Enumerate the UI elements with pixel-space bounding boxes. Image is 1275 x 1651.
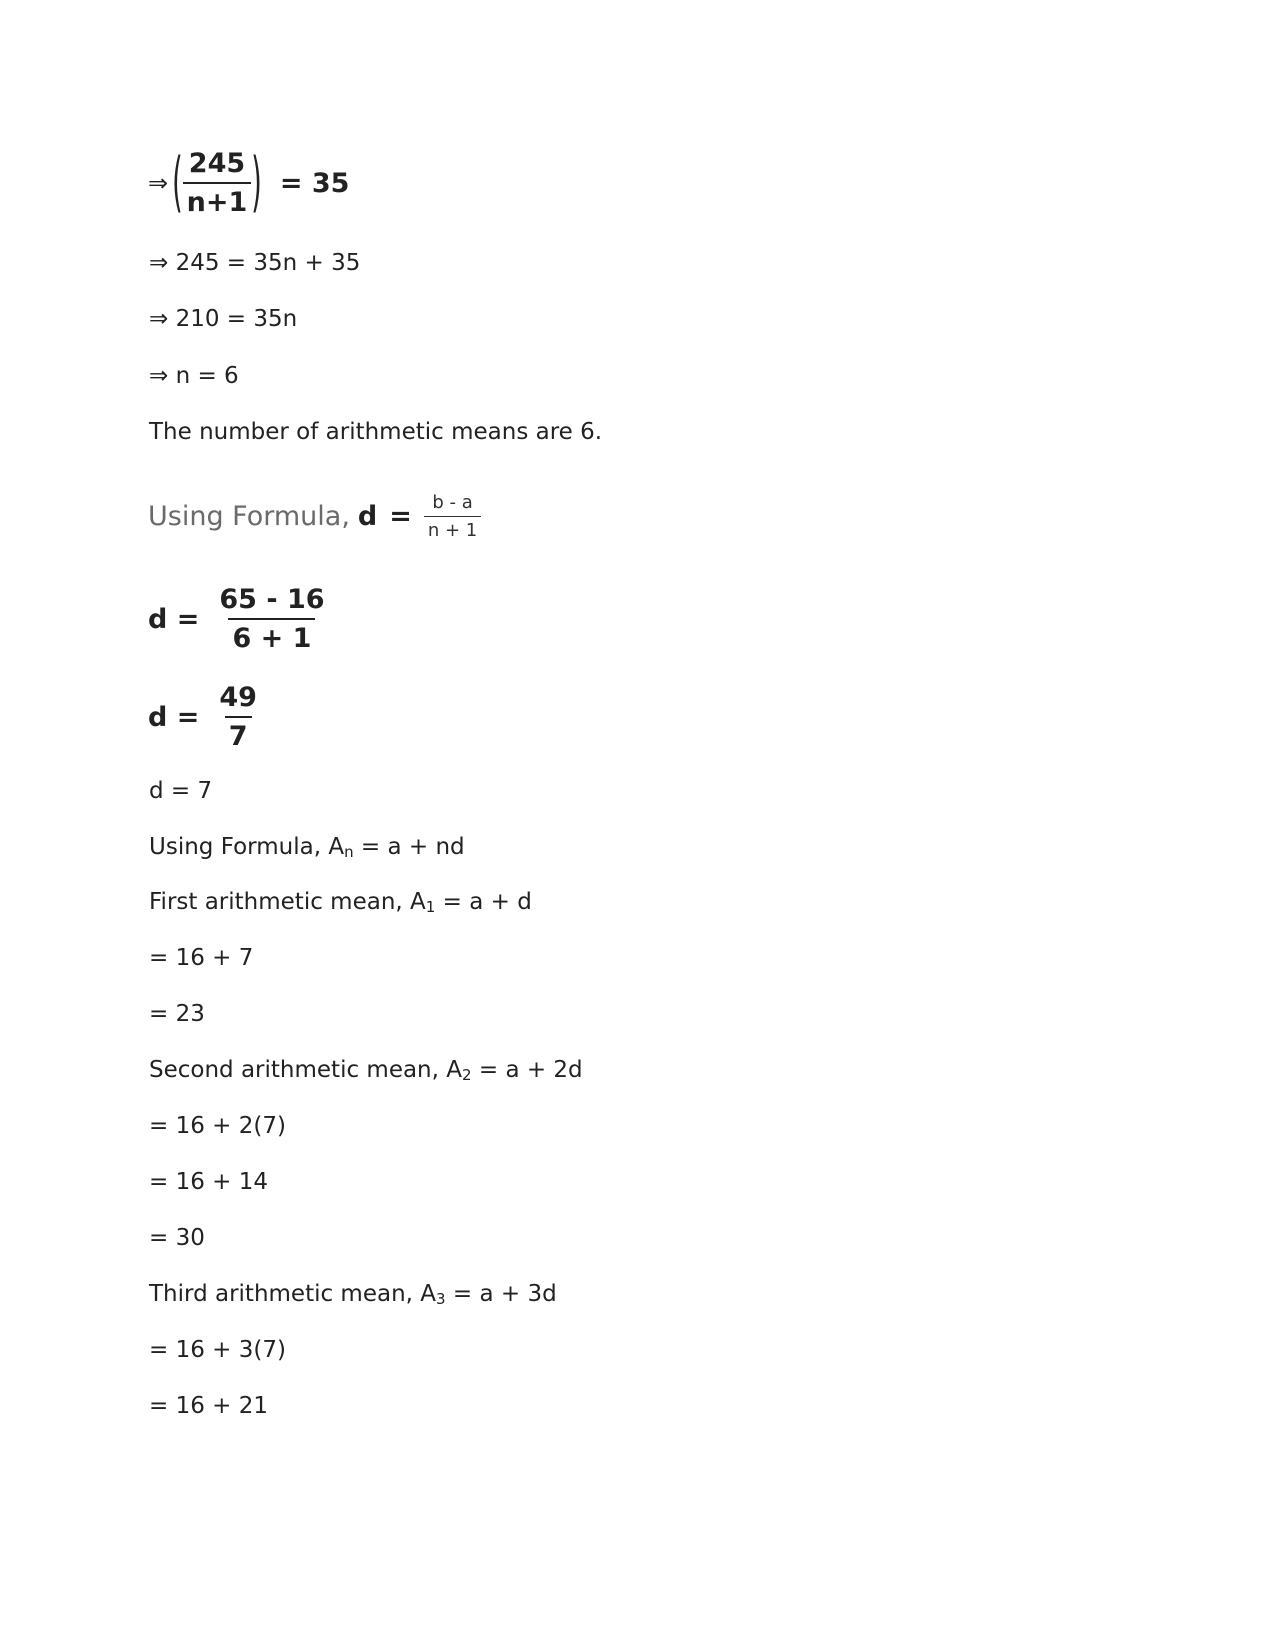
equation-line: = 23 [149,1001,205,1027]
formula-line [149,836,465,860]
implies-arrow: ⇒ [148,169,169,197]
left-paren: ( [172,145,183,221]
equation-line: ⇒ 245 = 35n + 35 [149,250,361,276]
fraction-denominator: 7 [225,716,252,752]
equation-d-fraction [148,584,329,654]
equation-line: ⇒ 210 = 35n [149,306,298,332]
equation-line: = 30 [149,1225,205,1251]
fraction-numerator: 49 [219,682,257,713]
formula-label: Using Formula, [148,501,350,532]
equation-fraction-245 [148,145,350,221]
line-text: Second arithmetic mean, A [149,1057,462,1083]
formula-variable: d [357,501,378,532]
statement-line: The number of arithmetic means are 6. [149,419,603,445]
right-paren: ) [251,145,262,221]
equation-line: = 16 + 2(7) [149,1113,286,1139]
fraction [215,682,261,752]
formula-line [149,1283,557,1307]
subscript: 2 [462,1066,472,1084]
subscript: 3 [436,1290,446,1308]
fraction [424,492,481,541]
equation-line: d = 7 [149,778,213,804]
line-text: = a + d [435,889,532,915]
equation-lhs: d = [148,701,200,733]
line-text: = a + 3d [445,1281,557,1307]
fraction [183,148,252,218]
equation-d-fraction [148,682,261,752]
formula-line [149,1059,583,1083]
line-text: = a + nd [353,834,465,860]
line-text: = a + 2d [471,1057,583,1083]
line-text: Using Formula, A [149,834,345,860]
equation-line: = 16 + 14 [149,1169,269,1195]
equation-line: ⇒ n = 6 [149,363,239,389]
equation-line: = 16 + 7 [149,945,254,971]
subscript: n [344,843,354,861]
fraction-denominator: n + 1 [424,516,481,541]
equation-lhs: d = [148,603,200,635]
fraction-denominator: n+1 [183,182,252,218]
equation-line: = 16 + 21 [149,1393,269,1419]
formula-d [148,492,481,541]
formula-line [149,891,532,915]
line-text: First arithmetic mean, A [149,889,426,915]
equation-rhs: = 35 [279,167,350,199]
fraction-denominator: 6 + 1 [228,618,315,654]
fraction [215,584,328,654]
fraction-numerator: 245 [188,148,246,179]
formula-equals: = [389,501,412,532]
fraction-numerator: 65 - 16 [219,584,325,615]
equation-line: = 16 + 3(7) [149,1337,286,1363]
line-text: Third arithmetic mean, A [149,1281,437,1307]
fraction-numerator: b - a [432,492,473,513]
subscript: 1 [425,898,436,916]
